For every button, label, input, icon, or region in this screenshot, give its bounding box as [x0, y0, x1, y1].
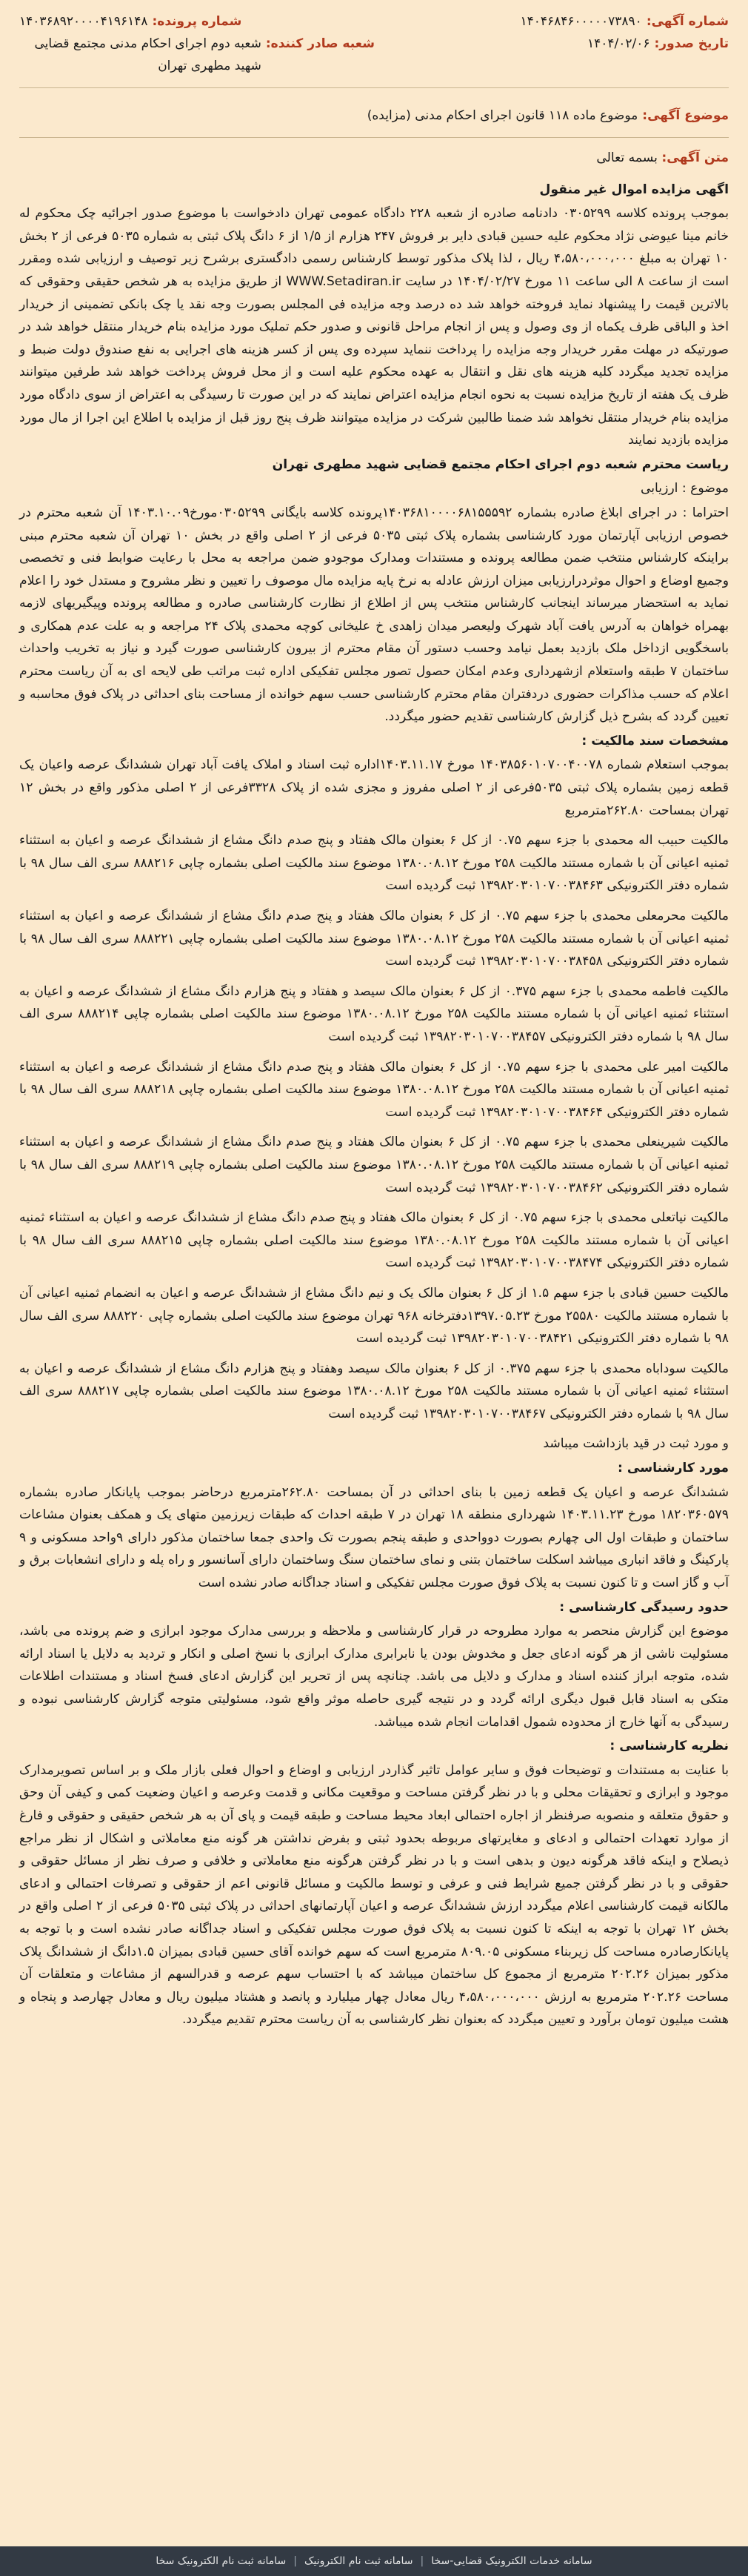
ownership-heading: مشخصات سند مالکیت :: [581, 733, 729, 748]
footer-link-sakha[interactable]: سامانه خدمات الکترونیک قضایی-سخا: [431, 2555, 592, 2567]
file-number-value: ۱۴۰۳۶۸۹۲۰۰۰۰۴۱۹۶۱۴۸: [19, 14, 148, 29]
mortgage-note: و مورد ثبت در قید بازداشت میباشد: [543, 1436, 729, 1452]
file-number-label: شماره پرونده:: [152, 14, 242, 29]
ad-number-value: ۱۴۰۴۶۸۴۶۰۰۰۰۰۷۳۸۹۰: [520, 14, 642, 29]
owner-entry: [19, 829, 729, 897]
subject-label: موضوع آگهی:: [642, 108, 729, 123]
final-opinion-heading: نظریه کارشناسی :: [610, 1739, 729, 1754]
ownership-intro: بموجب استعلام شماره ۱۴۰۳۸۵۶۰۱۰۷۰۰۴۰۰۷۸ مورخ ۱۴۰۳.۱۱.۱۷اداره ثبت اسناد و املاک یافت آباد تهران ششدانگ عرصه واعیان یک قطعه زمین بشماره پلاک ثبتی ۵۰۳۵فرعی از ۲ اصلی مفروز و مجزی شده از پلاک ۳۳۲۸فرعی از ۲ اصلی مذکور واقع در بخش ۱۲ تهران بمساحت ۲۶۲.۸۰مترمربع: [19, 757, 729, 818]
signature-line: ریاست محترم شعبه دوم اجرای احکام مجتمع قضایی شهید مطهری تهران: [272, 457, 729, 472]
footer-separator: |: [420, 2555, 424, 2567]
owner-text: مالکیت فاطمه محمدی با جزء سهم ۰.۳۷۵ از کل ۶ بعنوان مالک سیصد و هفتاد و پنج هزارم دانگ مشاع از ششدانگ عرصه و اعیان به استثناء ثمنیه اعیانی آن با شماره مستند مالکیت ۲۵۸ مورخ ۱۳۸۰.۰۸.۱۲ موضوع سند مالکیت اصلی بشماره چاپی ۸۸۸۲۱۴ سری الف سال ۹۸ با شماره دفتر الکترونیکی ۱۳۹۸۲۰۳۰۱۰۷۰۰۳۸۴۵۷ ثبت گردیده است: [19, 983, 729, 1044]
limits-heading: حدود رسیدگی کارشناسی :: [559, 1599, 729, 1615]
footer-link-register-sakha[interactable]: سامانه ثبت نام الکترونیک سخا: [156, 2555, 287, 2567]
issue-date: [587, 33, 729, 55]
divider-top: [19, 87, 729, 88]
intro-paragraph: بموجب پرونده کلاسه ۰۳۰۵۲۹۹ دادنامه صادره از شعبه ۲۲۸ دادگاه عمومی تهران دادخواست با موضوع صدور اجرائیه چک محکوم له خانم مینا عیوضی نژاد محکوم علیه حسین قبادی دایر بر فروش ۲۴۷ هزارم از ۱/۵ از ۶ دانگ پلاک ثبتی به شماره ۵۰۳۵ فرعی از ۲ بخش ۱۰ تهران به مبلغ ۴،۵۸۰،۰۰۰،۰۰۰ ریال ، لذا پلاک مذکور توسط کارشناس رسمی دادگستری برشرح زیر توصیف و ارزیابی شده ومقرر است از ساعت ۸ الی ساعت ۱۱ مورخ ۱۴۰۴/۰۲/۲۷ در سایت WWW.Setadiran.ir از طریق مزایده به هر شخص حقیقی وحقوقی که بالاترین قیمت را پیشنهاد نماید فروخته خواهد شد ده درصد وجه مزایده فی المجلس بصورت وجه نقد یا چک بانکی تضمینی از خریدار اخذ و الباقی ظرف یکماه از وی وصول و پس از انجام مراحل قانونی و صدور حکم تملیک مورد مزایده بنام خریدار منتقل خواهد شد در صورتیکه در مهلت مقرر خریدار وجه مزایده را پرداخت ننماید سپرده وی پس از کسر هزینه های اجرایی به نفع صندوق دولت ضبط و مزایده تجدید میگردد کلیه هزینه های نقل و انتقال به عهده محکوم علیه است و از محل فروش پرداخت خواهد شد طرفین میتوانند ظرف یک هفته از تاریخ مزایده نسبت به نحوه انجام مزایده اعتراض نمایند که در این صورت تا رسیدگی به اعتراض از سوی دادگاه مورد مزایده بنام خریدار منتقل نخواهد شد ضمنا طالبین شرکت در مزایده میتوانند ظرف پنج روز قبل از مزایده با اطلاع این اجرا از مال مورد مزایده بازدید نمایند: [19, 206, 729, 448]
owner-entry: [19, 1358, 729, 1426]
subject-line-body: موضوع : ارزیابی: [640, 481, 729, 497]
owner-text: مالکیت سوداباه محمدی با جزء سهم ۰.۳۷۵ از کل ۶ بعنوان مالک سیصد وهفتاد و پنج هزارم دانگ مشاع از ششدانگ عرصه و اعیان به استثناء ثمنیه اعیانی آن با شماره مستند مالکیت ۲۵۸ مورخ ۱۳۸۰.۰۸.۱۲ موضوع سند مالکیت اصلی بشماره چاپی ۸۸۸۲۱۷ سری الف سال ۹۸ با شماره دفتر الکترونیکی ۱۳۹۸۲۰۳۰۱۰۷۰۰۳۸۴۶۷ ثبت گردیده است: [19, 1361, 729, 1421]
owner-text: مالکیت امیر علی محمدی با جزء سهم ۰.۷۵ از کل ۶ بعنوان مالک هفتاد و پنج صدم دانگ مشاع از ششدانگ عرصه و اعیان به استثناء ثمنیه اعیانی آن با شماره مستند مالکیت ۲۵۸ مورخ ۱۳۸۰.۰۸.۱۲ موضوع سند مالکیت اصلی بشماره چاپی ۸۸۸۲۱۸ سری الف سال ۹۸ با شماره دفتر الکترونیکی ۱۳۹۸۲۰۳۰۱۰۷۰۰۳۸۴۶۴ ثبت گردیده است: [19, 1059, 729, 1120]
meta-row-1: [19, 10, 729, 33]
owner-entry: [19, 1282, 729, 1350]
ad-number-label: شماره آگهی:: [646, 14, 729, 29]
text-label-line: [19, 147, 729, 170]
issue-date-label: تاریخ صدور:: [654, 36, 729, 51]
notice-meta: [0, 0, 748, 82]
notice-body: [0, 144, 748, 2048]
owner-entry: [19, 1056, 729, 1124]
owner-entry: [19, 905, 729, 973]
owner-text: مالکیت حبیب اله محمدی با جزء سهم ۰.۷۵ از کل ۶ بعنوان مالک هفتاد و پنج صدم دانگ مشاع از ششدانگ عرصه و اعیان به استثناء ثمنیه اعیانی آن با شماره مستند مالکیت ۲۵۸ مورخ ۱۳۸۰.۰۸.۱۲ موضوع سند مالکیت اصلی بشماره چاپی ۸۸۸۲۱۶ سری الف سال ۹۸ با شماره دفتر الکترونیکی ۱۳۹۸۲۰۳۰۱۰۷۰۰۳۸۴۶۳ ثبت گردیده است: [19, 833, 729, 894]
assessment-paragraph: احتراما : در اجرای ابلاغ صادره بشماره ۱۴۰۳۶۸۱۰۰۰۰۶۸۱۵۵۵۹۲پرونده کلاسه بایگانی ۰۳۰۵۲۹۹مورخ۱۴۰۳.۱۰.۰۹ آن شعبه محترم در خصوص ارزیابی آپارتمان مورد کارشناسی بشماره پلاک ثبتی ۵۰۳۵ فرعی از ۲ اصلی واقع در بخش ۱۰ تهران آن شعبه محترم مبنی براینکه کارشناس منتخب ضمن مطالعه پرونده و مستندات ومدارک موجودو ضمن مراجعه به محل با رعایت ضوابط فنی و تخصصی وجمیع اوضاع و احوال موثردرارزیابی میزان ارزش عادله به نرخ پایه مزایده مال موصوف را تعیین و نظر مشروح و مستدل خود را اعلام نماید به استحضار میرساند اینجانب کارشناس منتخب پس از اطلاع از نظارت کارشناسی صادره و مطالعه پرونده وپیگیریهای لازمه بهمراه خواهان به آدرس یافت آباد شهرک ولیعصر میدان زاهدی خ علیخانی کوچه محمدی پلاک ۲۴ مراجعه و به علت عدم همکاری و باسخگویی ازداخل ملک بازدید بعمل نیامد وحسب دستور آن مقام محترم از بیرون کارشناسی صورت گیرد و نیاز به تخریب واحداث ساختمان ۷ طبقه واستعلام ازشهرداری وعدم امکان حصول تصور مجلس تفکیکی اداره ثبت مراتب طی لایحه ای به آن ریاست محترم اعلام که حسب مذاکرات حضوری دردفتران مقام محترم کارشناسی حسب سهم خوانده از مساحت بنای احداثی در پلاک فوق محاسبه و تعیین گردد که بشرح ذیل گزارش کارشناسی تقدیم حضور میگردد.: [19, 505, 729, 725]
expert-opinion-paragraph: ششدانگ عرصه و اعیان یک قطعه زمین با بنای احداثی در آن بمساحت ۲۶۲.۸۰مترمربع درحاضر بموجب پایانکار صادره بشماره ۱۸۲۰۳۶۰۵۷۹ مورخ ۱۴۰۳.۱۱.۲۳ شهرداری منطقه ۱۸ تهران در ۷ طبقه احداث که طبقات زیرزمین متهای یک و همکف بعنوان مشاعات ساختمان و طبقات اول الی چهارم بصورت دوواحدی و طبقه پنجم بصورت تک واحدی جمعا ساختمان مذکور دارای ۹واحد مسکونی و ۹ پارکینگ و فاقد انباری میباشد اسکلت ساختمان بتنی و نمای ساختمان سنگ وساختمان دارای آسانسور و راه پله و دارای انشعابات برق و آب و گاز است و تا کنون نسبت به پلاک فوق صورت مجلس تفکیکی و اسناد جداگانه صادر نشده است: [19, 1484, 729, 1591]
expert-opinion-heading: مورد کارشناسی :: [618, 1461, 729, 1476]
issuer-branch: [19, 33, 375, 77]
owner-text: مالکیت حسین قبادی با جزء سهم ۱.۵ از کل ۶ بعنوان مالک یک و نیم دانگ مشاع از ششدانگ عرصه و اعیان به انضمام ثمنیه اعیانی آن با شماره مستند مالکیت ۲۵۵۸۰ مورخ ۱۳۹۷.۰۵.۲۳دفترخانه ۹۶۸ تهران موضوع سند مالکیت اصلی بشماره چاپی ۸۸۸۲۲۰ سری الف سال ۹۸ با شماره دفتر الکترونیکی ۱۳۹۸۲۰۳۰۱۰۷۰۰۳۸۴۲۱ ثبت گردیده است: [19, 1285, 729, 1347]
site-footer: [0, 2546, 748, 2576]
spacer: [19, 171, 729, 179]
footer-link-register[interactable]: سامانه ثبت نام الکترونیک: [304, 2555, 413, 2567]
final-opinion-paragraph: با عنایت به مستندات و توضیحات فوق و سایر عوامل تاثیر گذاردر ارزیابی و اوضاع و احوال فعلی بازار ملک و بر اساس تصویرمدارک موجود و ابرازی و تحقیقات محلی و با در نظر گرفتن مساحت و موقعیت مکانی و قدمت وعرصه و اعیان وضعیت کمی و کیفی آن وحق و حقوق متعلقه و منصوبه صرفنظر از اجاره احتمالی ابعاد محیط مساحت و طبقه قیمت و پای آن به هر شخص حقیقی و حقوقی و فارغ از موارد تعهدات احتمالی و ادعای و مغایرتهای مربوطه بحدود ثبتی و بفرض نداشتن هر گونه منع معاملاتی و اشکال از نظر مراجع ذیصلاح و اینکه فاقد هرگونه دیون و بدهی است و با در نظر گرفتن هرگونه منع معاملاتی و خلافی و صرف نظر از مسائل حقوقی و حقوقی و با در نظر گرفتن جمیع شرایط فنی و عرفی و توسط مالکیت و مسائل قانونی اعم از حقوقی و تصرفات احتمالی و ادعای مالکانه قیمت کارشناسی اعلام میگردد ارزش ششدانگ عرصه و اعیان آپارتمانهای احداثی در پلاک ثبتی ۵۰۳۵ فرعی از ۲ اصلی واقع در بخش ۱۲ تهران با توجه به اینکه تا کنون نسبت به پلاک فوق صورت مجلس تفکیکی و اسناد جداگانه صادر نشده است و با توجه به پایانکارصادره مساحت کل زیربناء مسکونی ۸۰۹.۰۵ مترمربع است که سهم خوانده آقای حسین قبادی بمیزان ۱.۵دانگ از ششدانگ پلاک مذکور بمیزان ۲۰۲.۲۶ مترمربع از مجموع کل ساختمان میباشد که با احتساب سهم عرصه و قدرالسهم از مشاعات و متعلقات آن مساحت ۲۰۲.۲۶ مترمربع به ارزش ۴،۵۸۰،۰۰۰،۰۰۰ ریال معادل چهار میلیارد و پانصد و هشتاد میلیون ریال و معادل چهارصد و پنجاه و هشت میلیون تومان برآورد و تعیین میگردد که بعنوان نظر کارشناسی به آن ریاست محترم تقدیم میگردد.: [19, 1762, 729, 2028]
file-number: [19, 10, 241, 33]
text-opening: بسمه تعالی: [596, 150, 658, 165]
issuer-branch-value: شعبه دوم اجرای احکام مدنی مجتمع قضایی شهید مطهری تهران: [34, 36, 261, 73]
owner-entry: [19, 1131, 729, 1199]
meta-row-2: [19, 33, 729, 77]
subject-line: [19, 104, 729, 127]
footer-separator: |: [293, 2555, 298, 2567]
notice-subject: [0, 94, 748, 131]
owner-text: مالکیت محرمعلی محمدی با جزء سهم ۰.۷۵ از کل ۶ بعنوان مالک هفتاد و پنج صدم دانگ مشاع از ششدانگ عرصه و اعیان به استثناء ثمنیه اعیانی آن با شماره مستند مالکیت ۲۵۸ مورخ ۱۳۸۰.۰۸.۱۲ موضوع سند مالکیت اصلی بشماره چاپی ۸۸۸۲۲۱ سری الف سال ۹۸ با شماره دفتر الکترونیکی ۱۳۹۸۲۰۳۰۱۰۷۰۰۳۸۴۵۸ ثبت گردیده است: [19, 909, 729, 969]
issuer-branch-label: شعبه صادر کننده:: [265, 36, 375, 51]
owner-entry: [19, 1206, 729, 1275]
text-label: متن آگهی:: [661, 150, 729, 165]
owner-entry: [19, 980, 729, 1049]
divider-mid: [19, 137, 729, 138]
issue-date-value: ۱۴۰۴/۰۲/۰۶: [587, 36, 650, 51]
limits-paragraph: موضوع این گزارش منحصر به موارد مطروحه در قرار کارشناسی و ملاحظه و بررسی مدارک موجود ابرازی و ضم پرونده می باشد، مسئولیت ناشی از هر گونه ادعای جعل و مخدوش بودن یا نابرابری مدارک ابرازی با نسخ اصلی و انکار و تردید به دلایل یا اسناد ارائه شده، متوجه ابراز کننده اسناد و مدارک و دلایل می باشد. چنانچه پس از تحریر این گزارش ادعای فسخ اسناد و مستندات اطلاعات متکی به اسناد قابل قبول دیگری ارائه گردد و در نتیجه گیری حاصله موثر واقع شود، مسئولیتی متوجه گزارش کارشناسی نبوده و رسیدگی به آنها خارج از محدوده شمول اقدامات انجام شده میباشد.: [19, 1624, 729, 1730]
ad-number: [520, 10, 729, 33]
notice-title: اگهی مزایده اموال غیر منقول: [539, 182, 729, 197]
owner-text: مالکیت شیرینعلی محمدی با جزء سهم ۰.۷۵ از کل ۶ بعنوان مالک هفتاد و پنج صدم دانگ مشاع از ششدانگ عرصه و اعیان به استثناء ثمنیه اعیانی آن با شماره مستند مالکیت ۲۵۸ مورخ ۱۳۸۰.۰۸.۱۲ موضوع سند مالکیت اصلی بشماره چاپی ۸۸۸۲۱۹ سری الف سال ۹۸ با شماره دفتر الکترونیکی ۱۳۹۸۲۰۳۰۱۰۷۰۰۳۸۴۶۲ ثبت گردیده است: [19, 1135, 729, 1195]
subject-value: موضوع ماده ۱۱۸ قانون اجرای احکام مدنی (مزایده): [367, 108, 638, 123]
owner-text: مالکیت نیاتعلی محمدی با جزء سهم ۰.۷۵ از کل ۶ بعنوان مالک هفتاد و پنج صدم دانگ مشاع از ششدانگ عرصه و اعیان به استثناء ثمنیه اعیانی آن با شماره مستند مالکیت ۲۵۸ مورخ ۱۳۸۰.۰۸.۱۲ موضوع سند مالکیت اصلی بشماره چاپی ۸۸۸۲۱۵ سری الف سال ۹۸ با شماره دفتر الکترونیکی ۱۳۹۸۲۰۳۰۱۰۷۰۰۳۸۴۷۴ ثبت گردیده است: [19, 1210, 729, 1271]
